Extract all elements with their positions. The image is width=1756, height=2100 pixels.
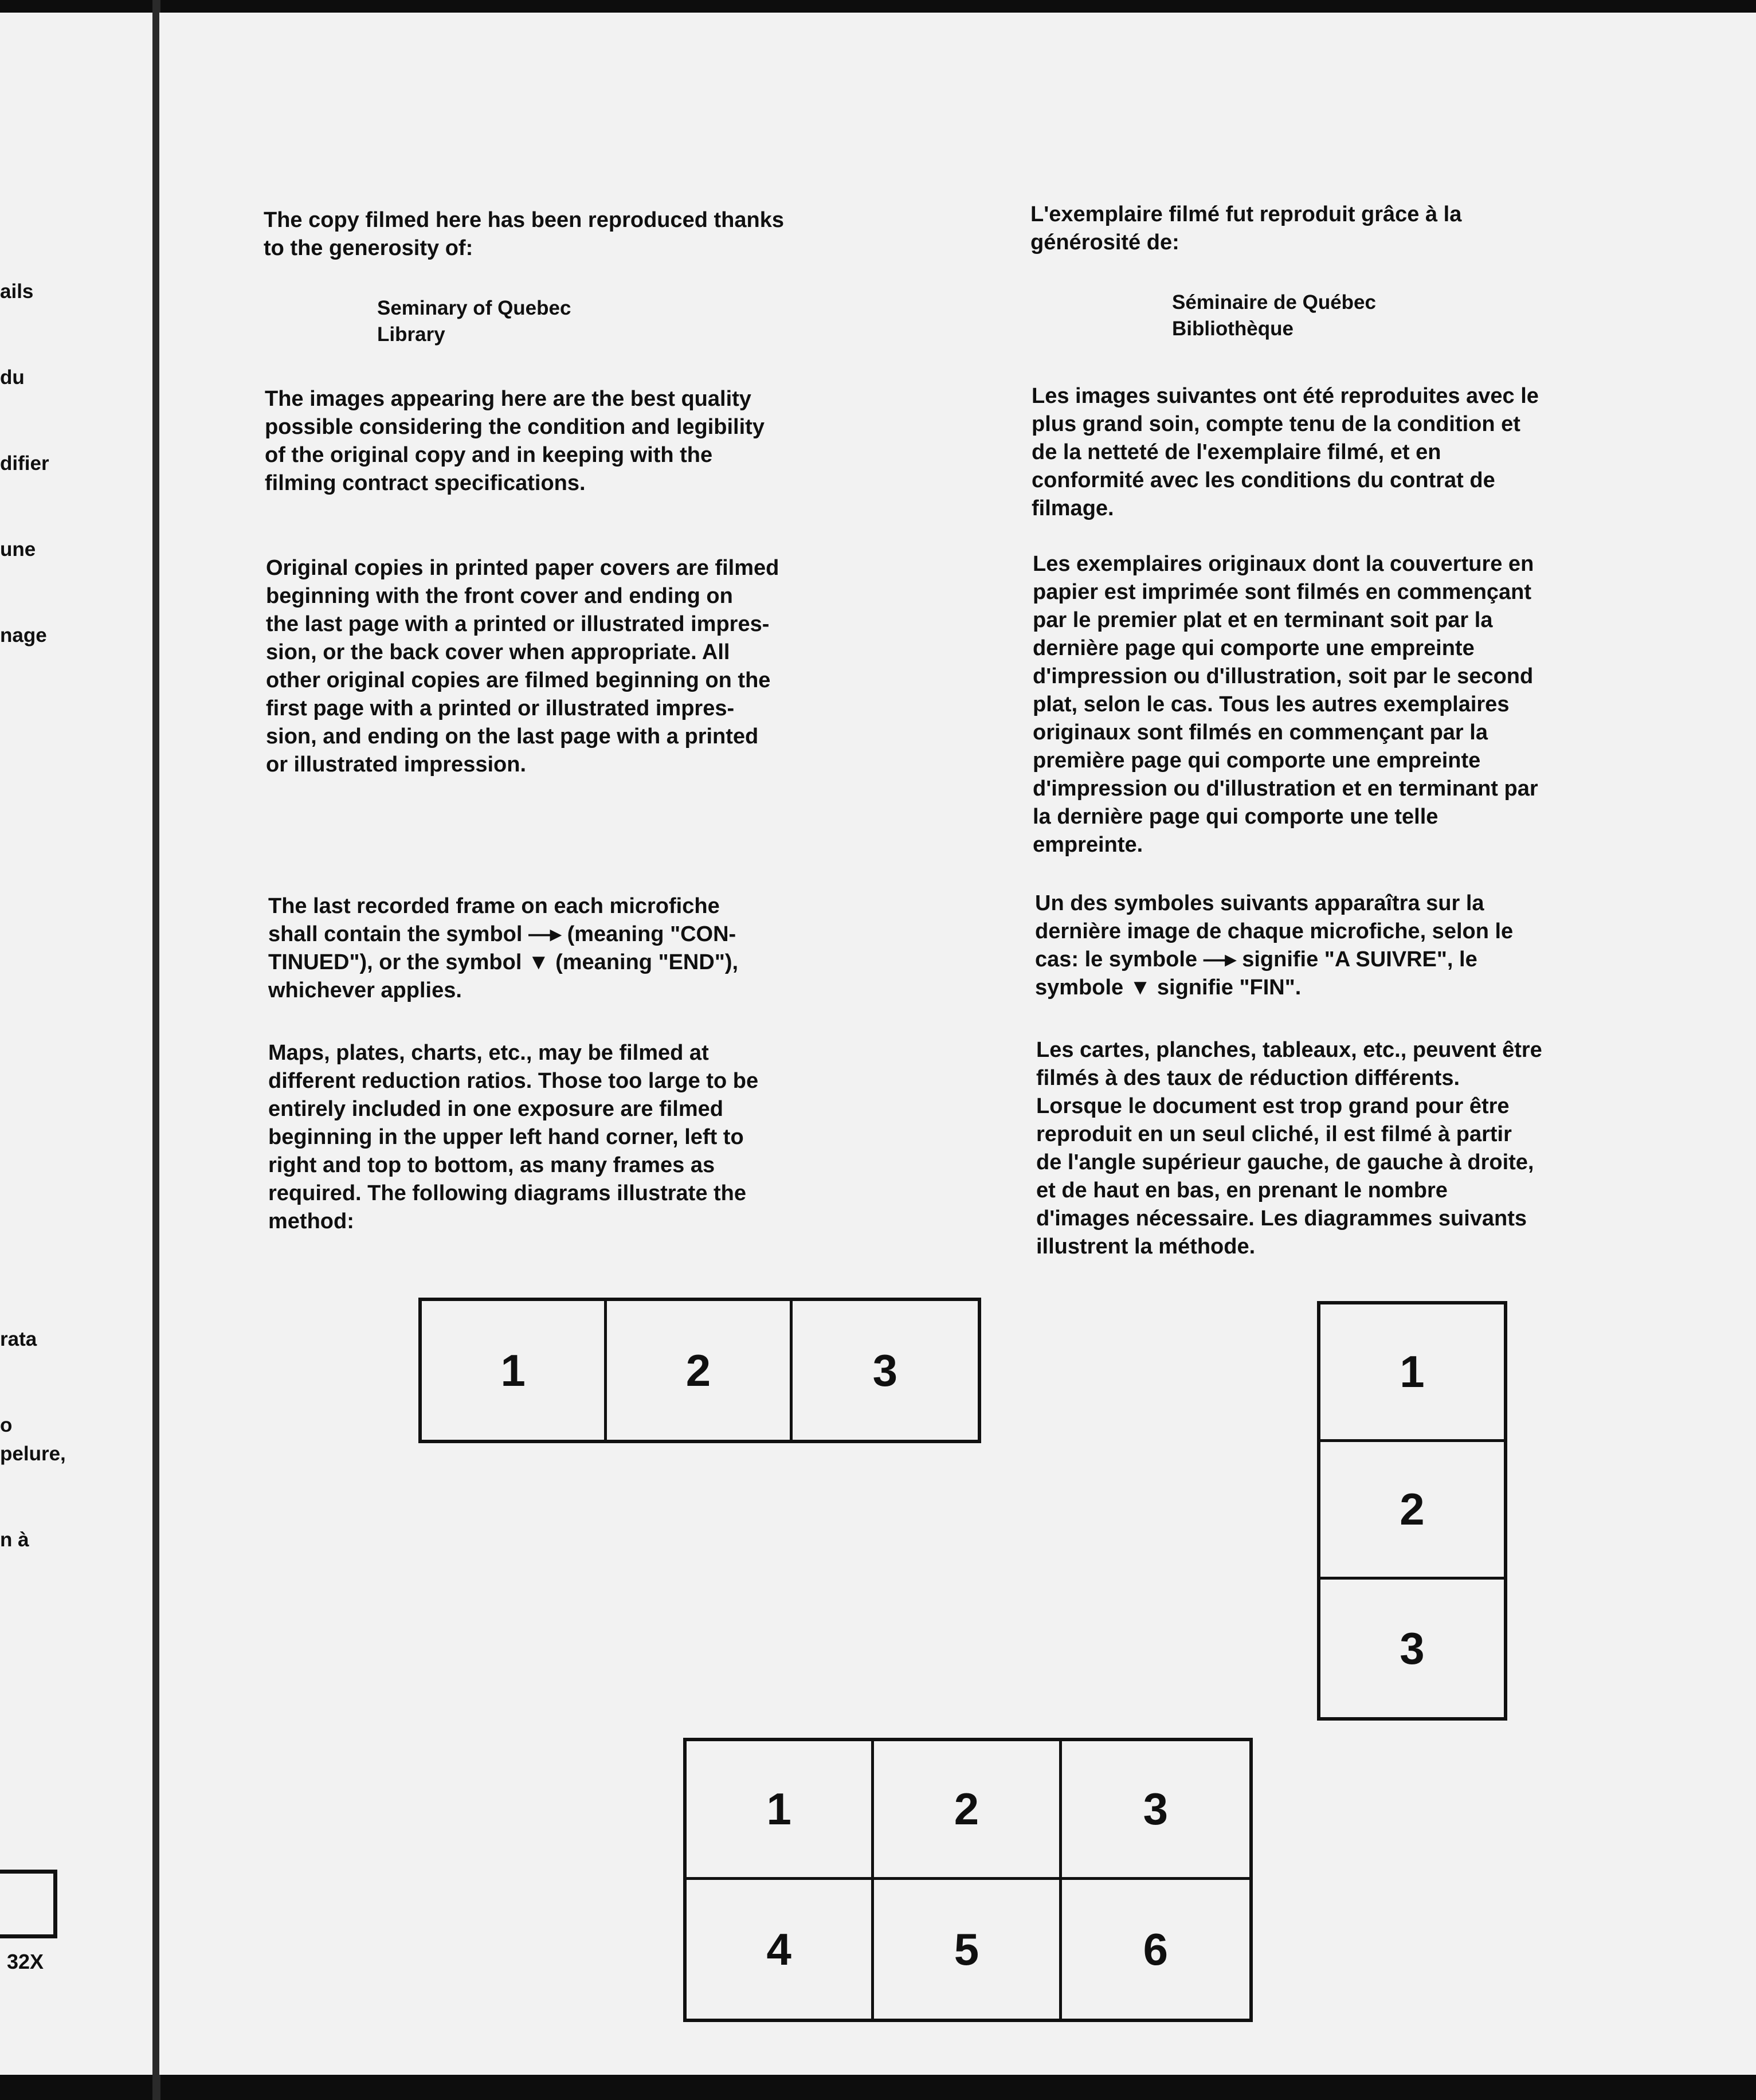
text-line: d'impression ou d'illustration, soit par le second	[1033, 664, 1534, 688]
fr-paragraph-maps	[1036, 1036, 1542, 1261]
text-line: cas: le symbole —▸ signifie "A SUIVRE", le	[1035, 947, 1477, 971]
text-line: plus grand soin, compte tenu de la condition et	[1032, 412, 1520, 436]
frame-cell: 2	[1320, 1442, 1504, 1580]
fragment-block-c	[0, 1382, 66, 1612]
text-line: dernière image de chaque microfiche, selon le	[1035, 919, 1514, 943]
fr-institution-credit	[1172, 289, 1376, 342]
fragment-line: ails	[0, 280, 34, 303]
text-line: The images appearing here are the best quality	[265, 387, 751, 411]
fragment-block-a	[0, 220, 49, 707]
reduction-target-box	[0, 1870, 57, 1938]
text-line: symbole ▼ signifie "FIN".	[1035, 975, 1302, 1000]
fragment-line: nage	[0, 624, 47, 647]
text-line: Maps, plates, charts, etc., may be filmed at	[268, 1041, 709, 1065]
fragment-line: pelure,	[0, 1443, 66, 1465]
text-line: papier est imprimée sont filmés en commençant	[1033, 580, 1532, 604]
text-line: or illustrated impression.	[266, 753, 526, 777]
text-line: par le premier plat et en terminant soit par la	[1033, 608, 1493, 632]
text-line: different reduction ratios. Those too large to be	[268, 1069, 759, 1093]
vertical-frame-diagram	[1317, 1301, 1507, 1721]
text-line: empreinte.	[1033, 833, 1143, 857]
en-paragraph-quality	[265, 385, 765, 497]
text-line: beginning in the upper left hand corner, left to	[268, 1125, 744, 1149]
frame-cell: 5	[874, 1880, 1061, 2019]
text-line: générosité de:	[1030, 230, 1179, 254]
fragment-line: difier	[0, 452, 49, 475]
text-line: filmés à des taux de réduction différents.	[1036, 1066, 1460, 1090]
text-line: entirely included in one exposure are filmed	[268, 1097, 723, 1121]
text-line: the last page with a printed or illustrated impres-	[266, 612, 770, 636]
text-line: conformité avec les conditions du contrat de	[1032, 468, 1495, 492]
text-line: plat, selon le cas. Tous les autres exemplaires	[1033, 692, 1510, 716]
fr-paragraph-quality	[1032, 382, 1539, 523]
text-line: shall contain the symbol —▸ (meaning "CON-	[268, 922, 736, 946]
text-line: The last recorded frame on each microfiche	[268, 894, 720, 918]
text-line: de l'angle supérieur gauche, de gauche à droite,	[1036, 1150, 1534, 1174]
frame-cell: 2	[874, 1741, 1061, 1880]
text-line: première page qui comporte une empreinte	[1033, 749, 1481, 773]
fragment-line: rata	[0, 1328, 37, 1350]
six-frame-diagram	[683, 1738, 1253, 2022]
text-line: filming contract specifications.	[265, 471, 586, 495]
text-line: possible considering the condition and legibility	[265, 415, 765, 439]
reduction-ratio-label: 32X	[7, 1950, 44, 1973]
text-line: sion, or the back cover when appropriate. All	[266, 640, 730, 664]
text-line: to the generosity of:	[264, 236, 473, 260]
fragment-line: du	[0, 366, 25, 389]
text-line: Les cartes, planches, tableaux, etc., peuvent être	[1036, 1038, 1542, 1062]
text-line: Les images suivantes ont été reproduites avec le	[1032, 384, 1539, 408]
text-line: Bibliothèque	[1172, 318, 1294, 340]
text-line: d'impression ou d'illustration et en terminant par	[1033, 777, 1538, 801]
text-line: Library	[377, 323, 445, 346]
text-line: d'images nécessaire. Les diagrammes suivants	[1036, 1206, 1527, 1231]
text-line: dernière page qui comporte une empreinte	[1033, 636, 1475, 660]
frame-cell: 4	[687, 1880, 874, 2019]
fragment-line: o	[0, 1414, 13, 1436]
frame-cell: 3	[1400, 1623, 1425, 1674]
text-line: Seminary of Quebec	[377, 297, 571, 319]
text-line: required. The following diagrams illustrate the	[268, 1181, 747, 1205]
frame-cell: 3	[872, 1345, 898, 1396]
text-line: et de haut en bas, en prenant le nombre	[1036, 1178, 1448, 1202]
fr-paragraph-symbols	[1035, 890, 1513, 1002]
text-line: sion, and ending on the last page with a printed	[266, 724, 759, 749]
text-line: Un des symboles suivants apparaîtra sur la	[1035, 891, 1484, 915]
text-line: method:	[268, 1209, 354, 1233]
previous-page-strip	[0, 13, 154, 2075]
en-paragraph-covers	[266, 554, 779, 779]
frame-cell: 1	[687, 1741, 874, 1880]
text-line: other original copies are filmed beginning on the	[266, 668, 771, 692]
en-paragraph-symbols	[268, 892, 738, 1005]
text-line: reproduit en un seul cliché, il est filmé à partir	[1036, 1122, 1512, 1146]
text-line: beginning with the front cover and ending on	[266, 584, 733, 608]
text-line: illustrent la méthode.	[1036, 1235, 1256, 1259]
microfiche-page	[159, 13, 1756, 2075]
fragment-line: n à	[0, 1529, 29, 1551]
text-line: The copy filmed here has been reproduced thanks	[264, 208, 785, 232]
text-line: right and top to bottom, as many frames as	[268, 1153, 715, 1177]
text-line: TINUED"), or the symbol ▼ (meaning "END"),	[268, 950, 739, 974]
text-line: filmage.	[1032, 496, 1114, 520]
en-paragraph-maps	[268, 1039, 758, 1236]
text-line: Séminaire de Québec	[1172, 291, 1376, 314]
frame-cell: 1	[422, 1301, 607, 1440]
text-line: Original copies in printed paper covers are filmed	[266, 556, 779, 580]
en-institution-credit	[377, 295, 571, 348]
text-line: la dernière page qui comporte une telle	[1033, 805, 1438, 829]
horizontal-frame-diagram	[418, 1298, 981, 1443]
frame-cell: 3	[1062, 1741, 1249, 1880]
en-paragraph-thanks	[264, 206, 784, 262]
fragment-line: une	[0, 538, 36, 561]
text-line: whichever applies.	[268, 978, 462, 1002]
text-line: Lorsque le document est trop grand pour être	[1036, 1094, 1510, 1118]
text-line: first page with a printed or illustrated impres-	[266, 696, 735, 720]
text-line: de la netteté de l'exemplaire filmé, et en	[1032, 440, 1441, 464]
text-line: L'exemplaire filmé fut reproduit grâce à la	[1030, 202, 1462, 226]
frame-cell: 6	[1143, 1923, 1169, 1974]
fr-paragraph-thanks	[1030, 201, 1461, 257]
fr-paragraph-covers	[1033, 550, 1538, 859]
text-line: of the original copy and in keeping with the	[265, 443, 713, 467]
text-line: originaux sont filmés en commençant par la	[1033, 720, 1488, 745]
text-line: Les exemplaires originaux dont la couverture en	[1033, 552, 1534, 576]
frame-cell: 1	[1320, 1304, 1504, 1442]
frame-cell: 2	[607, 1301, 792, 1440]
